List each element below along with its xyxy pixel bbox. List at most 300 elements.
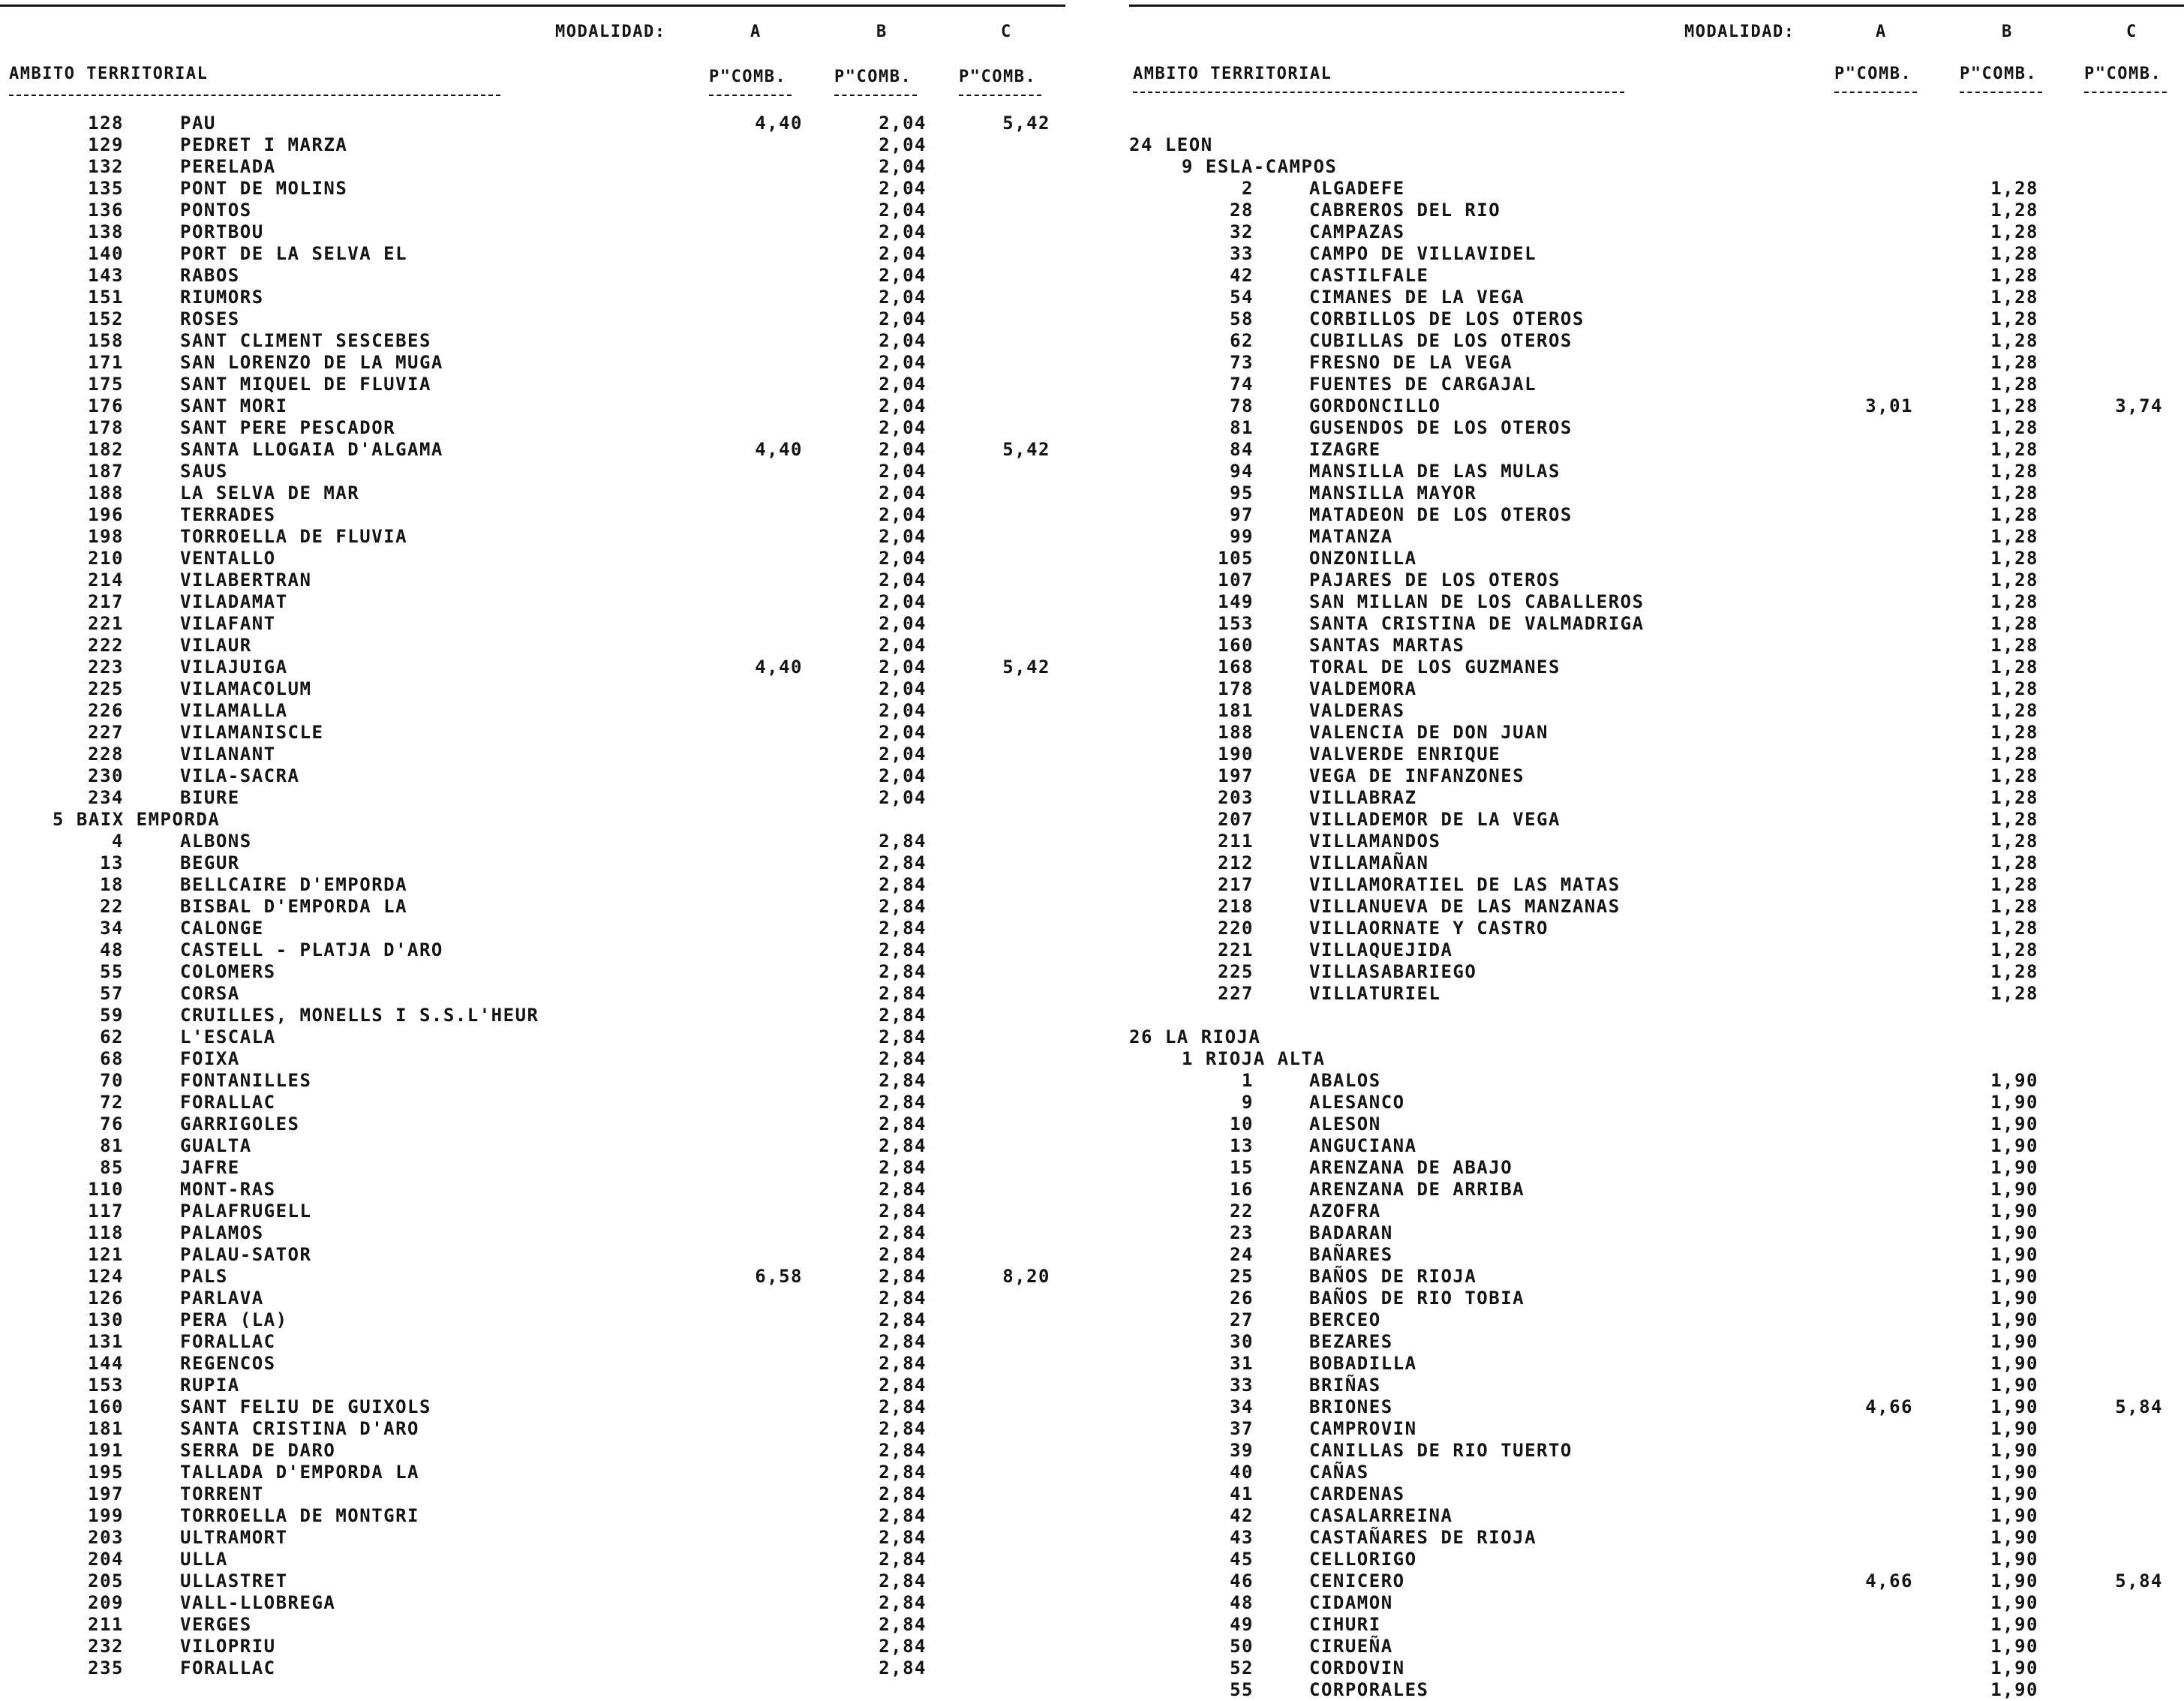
table-row <box>0 330 1065 352</box>
table-row <box>0 1505 1065 1527</box>
municipality-code: 210 <box>88 548 124 569</box>
value-b: 2,84 <box>879 1375 927 1396</box>
value-b: 1,28 <box>1990 417 2038 438</box>
value-b: 2,04 <box>879 722 927 743</box>
table-row <box>0 1483 1065 1505</box>
table-row <box>0 613 1065 635</box>
table-row <box>1129 591 2184 613</box>
table-row <box>0 1288 1065 1309</box>
municipality-name: TALLADA D'EMPORDA LA <box>180 1462 419 1483</box>
value-b: 2,04 <box>879 287 927 308</box>
municipality-code: 9 <box>1242 1092 1254 1113</box>
table-row <box>0 1331 1065 1353</box>
municipality-code: 48 <box>100 939 124 960</box>
municipality-code: 135 <box>88 178 124 199</box>
table-row <box>1129 352 2184 374</box>
municipality-name: BAÑOS DE RIOJA <box>1309 1266 1477 1287</box>
table-row <box>1129 809 2184 831</box>
municipality-name: ONZONILLA <box>1309 548 1417 569</box>
table-row <box>1129 1614 2184 1636</box>
municipality-code: 232 <box>88 1636 124 1657</box>
municipality-code: 203 <box>88 1527 124 1548</box>
table-row <box>0 1005 1065 1026</box>
municipality-code: 117 <box>88 1201 124 1222</box>
value-b: 2,04 <box>879 635 927 656</box>
municipality-code: 37 <box>1230 1418 1254 1439</box>
table-row <box>0 221 1065 243</box>
value-b: 1,90 <box>1990 1266 2038 1287</box>
municipality-name: CELLORIGO <box>1309 1549 1417 1570</box>
value-b: 1,28 <box>1990 526 2038 547</box>
municipality-code: 188 <box>1218 722 1254 743</box>
municipality-name: PORTBOU <box>180 221 264 242</box>
municipality-name: TORROELLA DE MONTGRI <box>180 1505 419 1526</box>
table-row <box>0 657 1065 678</box>
comarca-heading <box>1129 156 2184 178</box>
table-row <box>1129 243 2184 265</box>
municipality-code: 78 <box>1230 395 1254 416</box>
value-b: 2,04 <box>879 504 927 525</box>
municipality-code: 46 <box>1230 1570 1254 1591</box>
municipality-name: CAÑAS <box>1309 1462 1369 1483</box>
municipality-code: 34 <box>100 918 124 939</box>
table-row <box>0 1113 1065 1135</box>
table-row <box>0 1657 1065 1679</box>
value-b: 2,84 <box>879 1288 927 1309</box>
value-a: 6,58 <box>755 1266 803 1287</box>
table-row <box>0 787 1065 809</box>
value-b: 2,84 <box>879 1309 927 1330</box>
municipality-name: VILLANUEVA DE LAS MANZANAS <box>1309 896 1621 917</box>
municipality-name: CIHURI <box>1309 1614 1381 1635</box>
value-b: 1,28 <box>1990 613 2038 634</box>
municipality-name: VILAMALLA <box>180 700 288 721</box>
municipality-code: 73 <box>1230 352 1254 373</box>
value-b: 1,28 <box>1990 439 2038 460</box>
table-row <box>0 939 1065 961</box>
municipality-name: ABALOS <box>1309 1070 1381 1091</box>
value-b: 1,28 <box>1990 809 2038 830</box>
table-row <box>1129 918 2184 939</box>
municipality-name: ALGADEFE <box>1309 178 1405 199</box>
municipality-name: CALONGE <box>180 918 264 939</box>
value-b: 2,04 <box>879 113 927 134</box>
value-b: 1,90 <box>1990 1113 2038 1135</box>
municipality-code: 48 <box>1230 1592 1254 1613</box>
table-row <box>1129 613 2184 635</box>
municipality-name: PALS <box>180 1266 228 1287</box>
municipality-name: BAÑARES <box>1309 1244 1393 1265</box>
value-b: 2,84 <box>879 1396 927 1417</box>
municipality-code: 33 <box>1230 1375 1254 1396</box>
municipality-code: 140 <box>88 243 124 264</box>
table-row <box>0 1070 1065 1092</box>
municipality-name: BOBADILLA <box>1309 1353 1417 1374</box>
municipality-name: CANILLAS DE RIO TUERTO <box>1309 1440 1573 1461</box>
municipality-code: 225 <box>88 678 124 699</box>
value-b: 1,28 <box>1990 961 2038 982</box>
value-a: 4,40 <box>755 113 803 134</box>
municipality-name: PAU <box>180 113 216 134</box>
municipality-code: 2 <box>1242 178 1254 199</box>
municipality-name: PONTOS <box>180 200 252 221</box>
value-c: 5,42 <box>1002 113 1050 134</box>
municipality-name: ARENZANA DE ABAJO <box>1309 1157 1513 1178</box>
municipality-code: 18 <box>100 874 124 895</box>
municipality-code: 211 <box>1218 831 1254 852</box>
value-b: 2,84 <box>879 1005 927 1026</box>
value-a: 3,01 <box>1865 395 1913 416</box>
value-b: 2,04 <box>879 374 927 395</box>
municipality-code: 211 <box>88 1614 124 1635</box>
municipality-name: GUALTA <box>180 1135 252 1156</box>
municipality-name: FONTANILLES <box>180 1070 312 1091</box>
municipality-name: BRIÑAS <box>1309 1375 1381 1396</box>
municipality-code: 24 <box>1230 1244 1254 1265</box>
municipality-name: ULLASTRET <box>180 1570 288 1591</box>
municipality-code: 153 <box>88 1375 124 1396</box>
municipality-code: 76 <box>100 1113 124 1135</box>
table-row <box>1129 482 2184 504</box>
value-b: 2,04 <box>879 178 927 199</box>
table-row <box>0 374 1065 395</box>
table-row <box>1129 1070 2184 1092</box>
table-row <box>1129 1679 2184 1701</box>
value-b: 1,90 <box>1990 1614 2038 1635</box>
value-b: 2,84 <box>879 961 927 982</box>
municipality-name: SAN LORENZO DE LA MUGA <box>180 352 443 373</box>
municipality-name: VALL-LLOBREGA <box>180 1592 336 1613</box>
value-b: 1,28 <box>1990 243 2038 264</box>
col-c-header: C <box>2126 23 2137 41</box>
value-b: 2,04 <box>879 461 927 482</box>
municipality-code: 57 <box>100 983 124 1004</box>
table-row <box>1129 1418 2184 1440</box>
value-b: 2,84 <box>879 983 927 1004</box>
value-a: 4,40 <box>755 657 803 678</box>
municipality-code: 110 <box>88 1179 124 1200</box>
municipality-code: 81 <box>1230 417 1254 438</box>
table-row <box>0 526 1065 548</box>
value-b: 1,90 <box>1990 1135 2038 1156</box>
table-row <box>1129 765 2184 787</box>
table-row <box>0 700 1065 722</box>
table-row <box>1129 504 2184 526</box>
municipality-code: 197 <box>1218 765 1254 786</box>
municipality-name: GARRIGOLES <box>180 1113 300 1135</box>
value-b: 2,04 <box>879 526 927 547</box>
municipality-code: 196 <box>88 504 124 525</box>
table-row <box>0 395 1065 417</box>
value-b: 1,90 <box>1990 1157 2038 1178</box>
municipality-code: 223 <box>88 657 124 678</box>
value-c: 5,42 <box>1002 657 1050 678</box>
value-b: 2,84 <box>879 1157 927 1178</box>
value-b: 2,84 <box>879 1353 927 1374</box>
municipality-name: LA SELVA DE MAR <box>180 482 360 503</box>
table-row <box>0 896 1065 918</box>
municipality-code: 28 <box>1230 200 1254 221</box>
municipality-name: GORDONCILLO <box>1309 395 1441 416</box>
municipality-name: VILLAQUEJIDA <box>1309 939 1453 960</box>
municipality-name: PALAFRUGELL <box>180 1201 312 1222</box>
municipality-code: 199 <box>88 1505 124 1526</box>
table-row <box>0 482 1065 504</box>
table-row <box>0 1396 1065 1418</box>
value-b: 1,28 <box>1990 852 2038 873</box>
value-b: 1,90 <box>1990 1201 2038 1222</box>
top-rule <box>0 5 1065 7</box>
comarca-heading <box>1129 1048 2184 1070</box>
municipality-name: CASTILFALE <box>1309 265 1429 286</box>
municipality-name: VILAJUIGA <box>180 657 288 678</box>
value-b: 1,28 <box>1990 504 2038 525</box>
municipality-name: RUPIA <box>180 1375 240 1396</box>
value-b: 2,04 <box>879 330 927 351</box>
value-b: 1,28 <box>1990 265 2038 286</box>
province-name: 26 LA RIOJA <box>1129 1026 1261 1047</box>
municipality-name: CORSA <box>180 983 240 1004</box>
value-b: 2,84 <box>879 1070 927 1091</box>
municipality-name: CABREROS DEL RIO <box>1309 200 1501 221</box>
table-row <box>0 461 1065 482</box>
municipality-name: FOIXA <box>180 1048 240 1069</box>
table-row <box>0 1179 1065 1201</box>
municipality-name: ROSES <box>180 308 240 329</box>
municipality-name: CORBILLOS DE LOS OTEROS <box>1309 308 1585 329</box>
value-b: 2,04 <box>879 570 927 591</box>
value-b: 1,28 <box>1990 308 2038 329</box>
value-b: 2,04 <box>879 200 927 221</box>
table-row <box>0 635 1065 657</box>
table-row <box>0 1549 1065 1570</box>
value-b: 1,28 <box>1990 635 2038 656</box>
value-b: 1,28 <box>1990 831 2038 852</box>
pcomb-c-header: P"COMB. <box>2084 65 2162 83</box>
table-row <box>0 156 1065 178</box>
value-b: 1,28 <box>1990 352 2038 373</box>
table-row <box>0 765 1065 787</box>
table-row <box>1129 1527 2184 1549</box>
municipality-name: REGENCOS <box>180 1353 276 1374</box>
table-row <box>1129 1396 2184 1418</box>
municipality-code: 158 <box>88 330 124 351</box>
left-table-body <box>0 113 1065 1679</box>
municipality-name: VILA-SACRA <box>180 765 300 786</box>
value-b: 2,84 <box>879 1614 927 1635</box>
value-b: 1,90 <box>1990 1570 2038 1591</box>
municipality-name: JAFRE <box>180 1157 240 1178</box>
value-b: 1,90 <box>1990 1309 2038 1330</box>
municipality-name: CIRUEÑA <box>1309 1636 1393 1657</box>
municipality-code: 138 <box>88 221 124 242</box>
table-row <box>0 1048 1065 1070</box>
municipality-code: 143 <box>88 265 124 286</box>
pcomb-b-header: P"COMB. <box>1960 65 2038 83</box>
municipality-code: 62 <box>100 1026 124 1047</box>
municipality-code: 198 <box>88 526 124 547</box>
table-row <box>1129 1157 2184 1179</box>
municipality-code: 39 <box>1230 1440 1254 1461</box>
municipality-code: 1 <box>1242 1070 1254 1091</box>
municipality-code: 217 <box>88 591 124 612</box>
table-row <box>0 308 1065 330</box>
municipality-code: 227 <box>88 722 124 743</box>
municipality-code: 45 <box>1230 1549 1254 1570</box>
value-b: 2,84 <box>879 1092 927 1113</box>
municipality-code: 131 <box>88 1331 124 1352</box>
municipality-code: 188 <box>88 482 124 503</box>
value-b: 2,84 <box>879 1527 927 1548</box>
municipality-name: VILLATURIEL <box>1309 983 1441 1004</box>
table-row <box>1129 635 2184 657</box>
municipality-code: 99 <box>1230 526 1254 547</box>
municipality-code: 230 <box>88 765 124 786</box>
municipality-code: 153 <box>1218 613 1254 634</box>
municipality-name: ALBONS <box>180 831 252 852</box>
blank-row <box>1129 113 2184 134</box>
municipality-code: 26 <box>1230 1288 1254 1309</box>
municipality-name: ULLA <box>180 1549 228 1570</box>
value-b: 1,28 <box>1990 200 2038 221</box>
municipality-name: VILLAMAÑAN <box>1309 852 1429 873</box>
value-c: 3,74 <box>2115 395 2163 416</box>
municipality-name: VILOPRIU <box>180 1636 276 1657</box>
municipality-code: 190 <box>1218 744 1254 765</box>
value-b: 1,28 <box>1990 330 2038 351</box>
table-row <box>0 722 1065 744</box>
value-b: 1,28 <box>1990 787 2038 808</box>
municipality-name: VILAUR <box>180 635 252 656</box>
municipality-name: CAMPO DE VILLAVIDEL <box>1309 243 1537 264</box>
table-row <box>0 1244 1065 1266</box>
table-row <box>1129 1244 2184 1266</box>
table-row <box>0 1614 1065 1636</box>
value-b: 1,90 <box>1990 1440 2038 1461</box>
table-row <box>0 1636 1065 1657</box>
municipality-name: ULTRAMORT <box>180 1527 288 1548</box>
municipality-name: PAJARES DE LOS OTEROS <box>1309 570 1561 591</box>
municipality-name: SANTA CRISTINA D'ARO <box>180 1418 419 1439</box>
value-b: 1,90 <box>1990 1070 2038 1091</box>
value-b: 1,28 <box>1990 482 2038 503</box>
blank-row <box>1129 1005 2184 1026</box>
municipality-name: TORROELLA DE FLUVIA <box>180 526 408 547</box>
municipality-code: 72 <box>100 1092 124 1113</box>
municipality-name: ANGUCIANA <box>1309 1135 1417 1156</box>
value-c: 8,20 <box>1002 1266 1050 1287</box>
municipality-code: 107 <box>1218 570 1254 591</box>
table-row <box>0 113 1065 134</box>
value-b: 1,90 <box>1990 1288 2038 1309</box>
municipality-name: TORAL DE LOS GUZMANES <box>1309 657 1561 678</box>
municipality-name: PORT DE LA SELVA EL <box>180 243 408 264</box>
col-a-header: A <box>1876 23 1887 41</box>
table-row <box>1129 1592 2184 1614</box>
value-b: 2,04 <box>879 265 927 286</box>
table-row <box>1129 852 2184 874</box>
municipality-name: FORALLAC <box>180 1331 276 1352</box>
municipality-name: PERELADA <box>180 156 276 177</box>
value-b: 2,84 <box>879 918 927 939</box>
municipality-code: 207 <box>1218 809 1254 830</box>
municipality-name: VILABERTRAN <box>180 570 312 591</box>
value-b: 2,84 <box>879 1636 927 1657</box>
table-row <box>1129 330 2184 352</box>
municipality-name: VALDEMORA <box>1309 678 1417 699</box>
municipality-name: MONT-RAS <box>180 1179 276 1200</box>
municipality-code: 85 <box>100 1157 124 1178</box>
table-row <box>0 570 1065 591</box>
value-b: 1,28 <box>1990 765 2038 786</box>
municipality-code: 33 <box>1230 243 1254 264</box>
value-b: 2,84 <box>879 1201 927 1222</box>
municipality-code: 22 <box>1230 1201 1254 1222</box>
municipality-code: 30 <box>1230 1331 1254 1352</box>
value-b: 2,04 <box>879 548 927 569</box>
municipality-name: VALENCIA DE DON JUAN <box>1309 722 1549 743</box>
value-b: 1,28 <box>1990 700 2038 721</box>
municipality-name: ALESON <box>1309 1113 1381 1135</box>
table-row <box>0 1462 1065 1483</box>
value-b: 1,90 <box>1990 1092 2038 1113</box>
table-row <box>1129 178 2184 200</box>
value-b: 2,84 <box>879 1483 927 1504</box>
municipality-code: 222 <box>88 635 124 656</box>
municipality-name: MATADEON DE LOS OTEROS <box>1309 504 1573 525</box>
municipality-code: 43 <box>1230 1527 1254 1548</box>
table-row <box>0 1157 1065 1179</box>
value-b: 2,84 <box>879 1570 927 1591</box>
value-b: 2,84 <box>879 1549 927 1570</box>
municipality-name: GUSENDOS DE LOS OTEROS <box>1309 417 1573 438</box>
table-row <box>0 1266 1065 1288</box>
table-row <box>1129 1570 2184 1592</box>
municipality-name: SANT MIQUEL DE FLUVIA <box>180 374 431 395</box>
municipality-name: CAMPROVIN <box>1309 1418 1417 1439</box>
municipality-name: TORRENT <box>180 1483 264 1504</box>
municipality-code: 191 <box>88 1440 124 1461</box>
table-row <box>0 1592 1065 1614</box>
municipality-code: 181 <box>88 1418 124 1439</box>
value-b: 1,90 <box>1990 1418 2038 1439</box>
value-b: 2,84 <box>879 1440 927 1461</box>
municipality-name: SANT MORI <box>180 395 288 416</box>
municipality-name: RABOS <box>180 265 240 286</box>
municipality-code: 81 <box>100 1135 124 1156</box>
pcomb-c-underline <box>2084 92 2167 93</box>
municipality-name: VILLAMANDOS <box>1309 831 1441 852</box>
municipality-code: 40 <box>1230 1462 1254 1483</box>
municipality-name: CRUILLES, MONELLS I S.S.L'HEUR <box>180 1005 539 1026</box>
province-heading <box>1129 1026 2184 1048</box>
municipality-code: 182 <box>88 439 124 460</box>
left-column <box>0 0 1065 1697</box>
table-row <box>1129 1288 2184 1309</box>
table-row <box>0 1440 1065 1462</box>
municipality-code: 94 <box>1230 461 1254 482</box>
municipality-code: 218 <box>1218 896 1254 917</box>
table-row <box>0 1092 1065 1113</box>
value-b: 2,04 <box>879 221 927 242</box>
pcomb-b-header: P"COMB. <box>834 68 912 86</box>
table-row <box>0 134 1065 156</box>
table-row <box>1129 831 2184 852</box>
municipality-code: 27 <box>1230 1309 1254 1330</box>
municipality-name: CIDAMON <box>1309 1592 1393 1613</box>
municipality-name: CAMPAZAS <box>1309 221 1405 242</box>
value-b: 2,84 <box>879 1179 927 1200</box>
